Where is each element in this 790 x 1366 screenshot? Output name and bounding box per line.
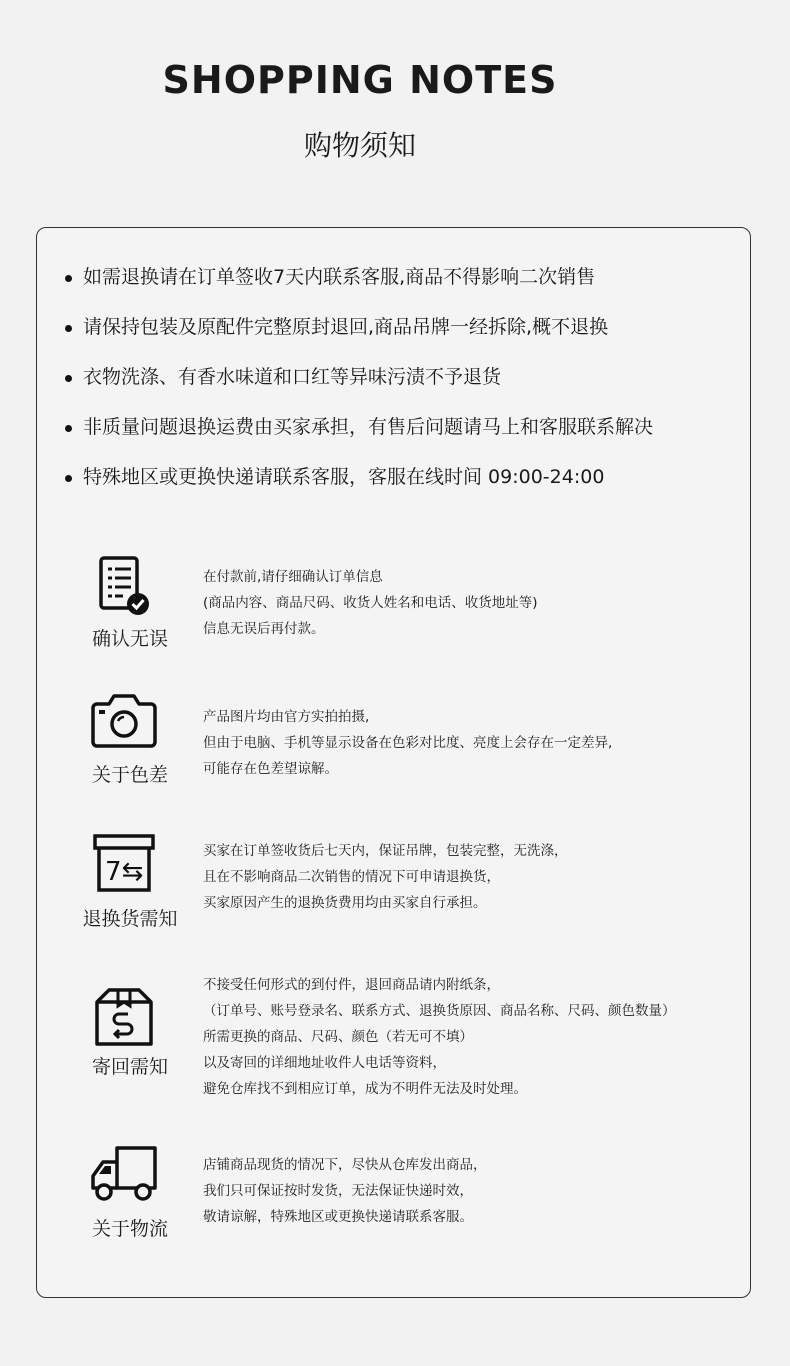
section-text bbox=[203, 564, 538, 642]
return-box-text: 7⇆ bbox=[105, 857, 144, 887]
note-item bbox=[65, 264, 735, 314]
note-item bbox=[65, 364, 735, 414]
section-label: 退换货需知 bbox=[82, 908, 178, 930]
bullet-icon bbox=[65, 275, 72, 282]
text-line: 不接受任何形式的到付件，退回商品请内附纸条， bbox=[203, 977, 500, 993]
text-line: 敬请谅解，特殊地区或更换快递请联系客服。 bbox=[203, 1209, 473, 1225]
camera-icon bbox=[89, 690, 159, 752]
note-text: 衣物洗涤、有香水味道和口红等异味污渍不予退货 bbox=[83, 366, 502, 388]
section-text bbox=[203, 704, 612, 782]
section-label: 确认无误 bbox=[91, 628, 168, 650]
section-text bbox=[203, 972, 676, 1102]
section-text bbox=[203, 838, 568, 916]
return-box-icon bbox=[89, 834, 159, 896]
note-item bbox=[65, 314, 735, 364]
note-text: 非质量问题退换运费由买家承担，有售后问题请马上和客服联系解决 bbox=[83, 416, 654, 438]
text-line: 可能存在色差望谅解。 bbox=[203, 761, 338, 777]
text-line: 避免仓库找不到相应订单，成为不明件无法及时处理。 bbox=[203, 1081, 527, 1097]
bullet-icon bbox=[65, 475, 72, 482]
text-line: （订单号、账号登录名、联系方式、退换货原因、商品名称、尺码、颜色数量） bbox=[203, 1003, 676, 1019]
notes-card bbox=[36, 227, 751, 1298]
text-line: 买家原因产生的退换货费用均由买家自行承担。 bbox=[203, 895, 487, 911]
text-line: 我们只可保证按时发货，无法保证快递时效， bbox=[203, 1183, 473, 1199]
package-return-icon bbox=[89, 986, 159, 1048]
page-title-en: SHOPPING NOTES bbox=[162, 58, 558, 102]
text-line: 买家在订单签收货后七天内，保证吊牌，包装完整，无洗涤， bbox=[203, 843, 568, 859]
note-text: 特殊地区或更换快递请联系客服，客服在线时间 09:00-24:00 bbox=[83, 466, 605, 488]
text-line: 产品图片均由官方实拍拍摄, bbox=[203, 709, 370, 725]
text-line: 在付款前,请仔细确认订单信息 bbox=[203, 569, 383, 585]
bullet-icon bbox=[65, 325, 72, 332]
note-item bbox=[65, 464, 735, 514]
text-line: 但由于电脑、手机等显示设备在色彩对比度、亮度上会存在一定差异, bbox=[203, 735, 613, 751]
page-title-cn: 购物须知 bbox=[303, 129, 416, 162]
text-line: 店铺商品现货的情况下，尽快从仓库发出商品， bbox=[203, 1157, 487, 1173]
notes-list bbox=[65, 264, 735, 514]
text-line: 以及寄回的详细地址收件人电话等资料， bbox=[203, 1055, 446, 1071]
note-text: 如需退换请在订单签收7天内联系客服,商品不得影响二次销售 bbox=[83, 266, 596, 288]
section-label: 寄回需知 bbox=[91, 1056, 168, 1078]
checklist-icon bbox=[89, 556, 159, 618]
text-line: (商品内容、商品尺码、收货人姓名和电话、收货地址等) bbox=[203, 595, 538, 611]
bullet-icon bbox=[65, 375, 72, 382]
section-label: 关于色差 bbox=[91, 764, 168, 786]
note-text: 请保持包装及原配件完整原封退回,商品吊牌一经拆除,概不退换 bbox=[83, 316, 609, 338]
section-text bbox=[203, 1152, 487, 1230]
text-line: 所需更换的商品、尺码、颜色（若无可不填） bbox=[203, 1029, 473, 1045]
text-line: 信息无误后再付款。 bbox=[203, 621, 325, 637]
section-label: 关于物流 bbox=[91, 1218, 168, 1240]
truck-icon bbox=[89, 1144, 159, 1206]
note-item bbox=[65, 414, 735, 464]
text-line: 且在不影响商品二次销售的情况下可申请退换货， bbox=[203, 869, 500, 885]
bullet-icon bbox=[65, 425, 72, 432]
